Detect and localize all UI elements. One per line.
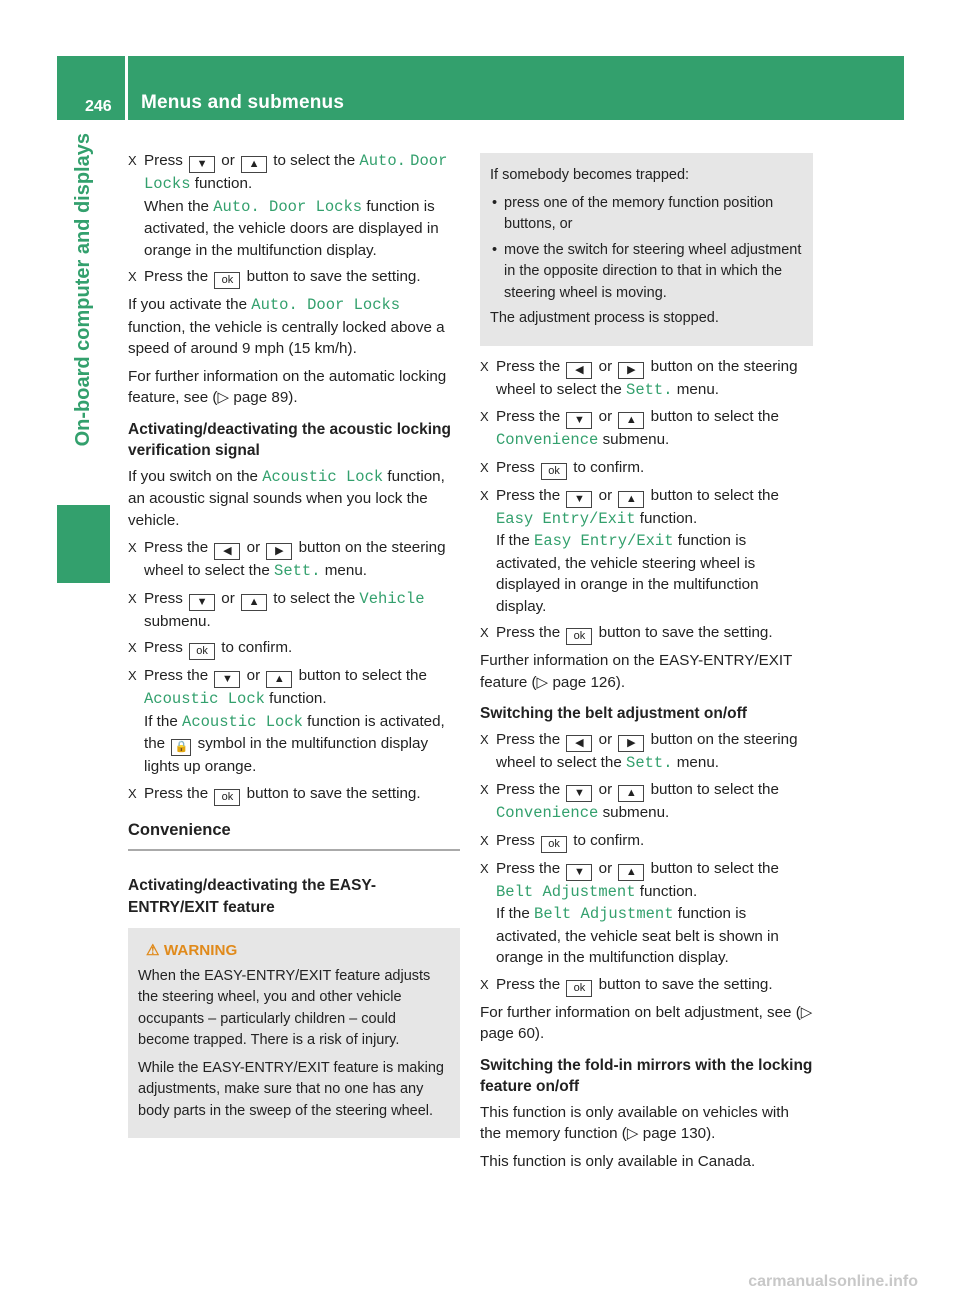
step-confirm: X Press ok to confirm. [480, 830, 813, 853]
note-bullet: • move the switch for steering wheel adjustment in the opposite direction to that in which the steering wheel is moving. [492, 241, 802, 301]
up-key-icon: ▲ [618, 491, 644, 508]
step-save: X Press the ok button to save the setting. [480, 622, 813, 645]
up-key-icon: ▲ [266, 671, 292, 688]
step-select-sett: X Press the ◀ or ▶ button on the steering wheel to select the Sett. menu. [480, 357, 798, 399]
step-select-vehicle: X Press ▼ or ▲ to select the Vehicle submenu. [128, 589, 425, 630]
step-save: X Press the ok button to save the setting. [128, 783, 460, 806]
left-key-icon: ◀ [566, 362, 592, 379]
up-key-icon: ▲ [618, 864, 644, 881]
step-confirm: X Press ok to confirm. [128, 637, 460, 660]
step-select-acoustic-lock: X Press the ▼ or ▲ button to select the Acoustic Lock function. If the Acoustic Lock function is activated, the 🔒 symbol in the multifunction display lights up orange. [128, 667, 445, 775]
down-key-icon: ▼ [566, 412, 592, 429]
left-column [128, 150, 460, 1148]
down-key-icon: ▼ [566, 864, 592, 881]
section-heading: Convenience [128, 820, 460, 852]
up-key-icon: ▲ [241, 594, 267, 611]
left-key-icon: ◀ [214, 543, 240, 560]
note-outro: The adjustment process is stopped. [490, 310, 719, 326]
paragraph: Further information on the EASY-ENTRY/EXIT feature (▷ page 126). [480, 652, 793, 691]
page-header [57, 56, 904, 120]
paragraph: If you switch on the Acoustic Lock function, an acoustic signal sounds when you lock the vehicle. [128, 467, 445, 529]
step-select-auto-door-locks: X Press ▼ or ▲ to select the Auto. Door Locks function. When the Auto. Door Locks function is activated, the vehicle doors are displayed in orange in the multifunction display. [128, 152, 448, 259]
down-key-icon: ▼ [189, 594, 215, 611]
subheading: Switching the fold-in mirrors with the locking feature on/off [480, 1056, 813, 1095]
note-box [480, 153, 813, 346]
up-key-icon: ▲ [618, 412, 644, 429]
up-key-icon: ▲ [241, 156, 267, 173]
paragraph: If you activate the Auto. Door Locks function, the vehicle is centrally locked above a speed of around 9 mph (15 km/h). [128, 296, 445, 357]
subheading: Activating/deactivating the EASY-ENTRY/EXIT feature [128, 877, 377, 916]
watermark: carmanualsonline.info [748, 1272, 918, 1290]
right-key-icon: ▶ [266, 543, 292, 560]
paragraph: This function is only available on vehicles with the memory function (▷ page 130). [480, 1103, 789, 1142]
paragraph: This function is only available in Canada. [480, 1152, 756, 1170]
ok-key-icon: ok [214, 789, 240, 806]
right-key-icon: ▶ [618, 735, 644, 752]
step-select-belt-adjustment: X Press the ▼ or ▲ button to select the Belt Adjustment function. If the Belt Adjustment function is activated, the vehicle seat belt is shown in orange in the multifunction display. [480, 859, 779, 966]
step-save: X Press the ok button to save the setting. [128, 266, 460, 289]
step-confirm: X Press ok to confirm. [480, 457, 813, 480]
page-title: Menus and submenus [128, 56, 904, 120]
warning-triangle-icon: ⚠ [146, 942, 160, 959]
ok-key-icon: ok [541, 463, 567, 480]
down-key-icon: ▼ [214, 671, 240, 688]
down-key-icon: ▼ [566, 785, 592, 802]
subheading: Switching the belt adjustment on/off [480, 705, 747, 722]
side-tab-label: On-board computer and displays [72, 133, 94, 447]
paragraph: For further information on the automatic locking feature, see (▷ page 89). [128, 367, 447, 406]
step-save: X Press the ok button to save the setting. [480, 974, 813, 997]
warning-text: When the EASY-ENTRY/EXIT feature adjusts the steering wheel, you and other vehicle occupants – particularly children – could become trapped. There is a risk of injury. [138, 967, 431, 1048]
step-select-easy-entry: X Press the ▼ or ▲ button to select the Easy Entry/Exit function. If the Easy Entry/Exit function is activated, the vehicle steering wheel is displayed in orange in the multifunction display. [480, 486, 779, 615]
right-column [480, 153, 813, 1178]
warning-title: ⚠ WARNING [146, 942, 238, 959]
page-number: 246 [57, 56, 125, 120]
ok-key-icon: ok [214, 272, 240, 289]
down-key-icon: ▼ [566, 491, 592, 508]
step-marker: X [128, 153, 137, 168]
down-key-icon: ▼ [189, 156, 215, 173]
paragraph: For further information on belt adjustment, see (▷ page 60). [480, 1003, 813, 1042]
note-bullet: • press one of the memory function position buttons, or [492, 194, 774, 232]
left-key-icon: ◀ [566, 735, 592, 752]
side-tab-marker [57, 505, 110, 583]
ok-key-icon: ok [541, 836, 567, 853]
subheading: Activating/deactivating the acoustic locking verification signal [128, 420, 451, 459]
ok-key-icon: ok [189, 643, 215, 660]
step-select-sett: X Press the ◀ or ▶ button on the steering wheel to select the Sett. menu. [128, 539, 446, 580]
warning-box [128, 928, 460, 1138]
step-select-convenience: X Press the ▼ or ▲ button to select the Convenience submenu. [480, 408, 779, 449]
lock-icon: 🔒 [171, 739, 191, 756]
right-key-icon: ▶ [618, 362, 644, 379]
ok-key-icon: ok [566, 980, 592, 997]
note-intro: If somebody becomes trapped: [490, 167, 690, 183]
step-select-sett: X Press the ◀ or ▶ button on the steering wheel to select the Sett. menu. [480, 730, 798, 772]
warning-text: While the EASY-ENTRY/EXIT feature is making adjustments, make sure that no one has any body parts in the sweep of the steering wheel. [138, 1059, 444, 1119]
up-key-icon: ▲ [618, 785, 644, 802]
ok-key-icon: ok [566, 628, 592, 645]
step-select-convenience: X Press the ▼ or ▲ button to select the Convenience submenu. [480, 781, 779, 822]
